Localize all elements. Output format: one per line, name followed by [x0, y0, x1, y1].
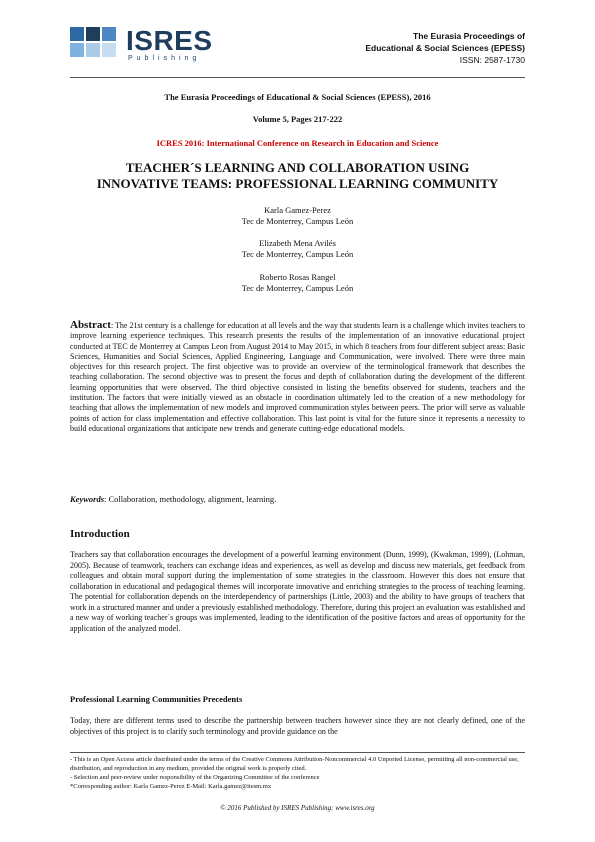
author-block — [70, 272, 525, 294]
logo-text: ISRES — [126, 25, 213, 56]
author-name: Karla Gamez-Perez — [264, 205, 331, 215]
volume-line: Volume 5, Pages 217-222 — [252, 114, 343, 124]
conference-line: ICRES 2016: International Conference on Research in Education and Science — [156, 138, 439, 148]
footnote-license: - This is an Open Access article distributed under the terms of the Creative Commons Attribution-Noncommercial 4.0 Unported License, permitting all non-commercial use, distribution, and reproduction in any medium, provided the original work is properly cited. — [70, 756, 519, 772]
logo-square — [70, 43, 84, 57]
section-heading: Professional Learning Communities Precedents — [70, 694, 243, 704]
footnote-review: - Selection and peer-review under responsibility of the Organizing Committee of the conference — [70, 774, 320, 781]
author-affiliation: Tec de Monterrey, Campus León — [241, 216, 354, 226]
author-name: Elizabeth Mena Avilés — [259, 238, 336, 248]
paper-title — [70, 160, 525, 192]
logo-square — [70, 27, 84, 41]
abstract — [70, 320, 525, 434]
title-line2: INNOVATIVE TEAMS: PROFESSIONAL LEARNING COMMUNITY — [96, 176, 499, 191]
author-name: Roberto Rosas Rangel — [259, 272, 336, 282]
logo-square — [102, 43, 116, 57]
author-affiliation: Tec de Monterrey, Campus León — [241, 249, 354, 259]
logo-subtext: Publishing — [128, 55, 201, 62]
logo-square — [102, 27, 116, 41]
introduction-text: Teachers say that collaboration encourages the development of a powerful learning environment (Dunn, 1999), (Kwakman, 1999), (Lohman, 2005). Because of teamwork, teachers can exchange ideas and experiences, as well as develop and discuss new materials, get feedback from colleagues and obtain moral support during the implementation of some strategies in the classroom. However this does not ensure that collaboration in educational and pedagogical themes will incorporate innovative and enriching strategies to the process of teaching learning. The potential for collaboration depends on the interdependency of partnerships (Little, 2003) and the ability to have groups of teachers that work in a structured manner and under a previously established methodology. Therefore, during this project an evaluation was established and a new way of working teacher´s groups was implemented, leading to the identification of the positive factors and areas of opportunity for the application of the analyzed model. — [70, 550, 525, 633]
footnotes — [70, 755, 525, 791]
publisher-line: © 2016 Published by ISRES Publishing: www.isres.org — [220, 804, 375, 812]
abstract-label: Abstract — [70, 319, 111, 331]
journal-header — [365, 30, 525, 66]
title-line1: TEACHER´S LEARNING AND COLLABORATION USING — [125, 160, 470, 175]
keywords-text: : Collaboration, methodology, alignment, learning. — [104, 494, 277, 504]
journal-issn: ISSN: 2587-1730 — [459, 55, 525, 65]
logo-square — [86, 27, 100, 41]
author-block — [70, 205, 525, 227]
isres-logo — [70, 25, 213, 67]
journal-name-line2: Educational & Social Sciences (EPESS) — [365, 43, 525, 53]
abstract-text: : The 21st century is a challenge for education at all levels and the way that students learn is a challenge which invites teachers to improve learning experience techniques. This research presents the results of the implementation of an innovative educational project conducted at TEC de Monterrey at Campus Leon from August 2014 to May 2015, in which 8 teachers from four different subject areas: Basic Sciences, Humanities and Social Sciences, Applied Engineering, Language and Communication, were involved. There were three main objectives for this research project. The first objective was to provide an overview of the terminological framework that describes the teaching collaboration. The second objective was to present the focus and depth of collaboration during the development of the different learning opportunities that were observed. The third objective consisted in listing the benefits observed for students, teachers and the institution. The factors that were initially viewed as an obstacle in coordination ultimately led to the creation of a new methodology for teaching that allows the implementation of new models and improved communication styles between peers. The prior will serve as valuable points of action for class implementation and effective collaboration. This last point is vital for the future since it represents a necessity to build educational organizations that anticipate new trends and generate cutting-edge educational models. — [70, 321, 525, 433]
author-block — [70, 238, 525, 260]
section-text: Today, there are different terms used to describe the partnership between teachers however since they are not clearly defined, one of the objectives of this project is to clarify such terminology and provide guidance on the — [70, 716, 525, 736]
introduction-heading: Introduction — [70, 528, 130, 540]
author-affiliation: Tec de Monterrey, Campus León — [241, 283, 354, 293]
footnote-divider — [70, 752, 525, 753]
logo-square — [86, 43, 100, 57]
footnote-corresponding: *Corresponding author: Karla Gamez-Perez E-Mail: Karla.gamez@itesm.mx — [70, 783, 272, 790]
keywords-label: Keywords — [70, 494, 104, 504]
header-divider — [70, 77, 525, 78]
journal-name-line1: The Eurasia Proceedings of — [413, 31, 525, 41]
keywords — [70, 494, 525, 504]
proceedings-line: The Eurasia Proceedings of Educational & Social Sciences (EPESS), 2016 — [164, 92, 431, 102]
